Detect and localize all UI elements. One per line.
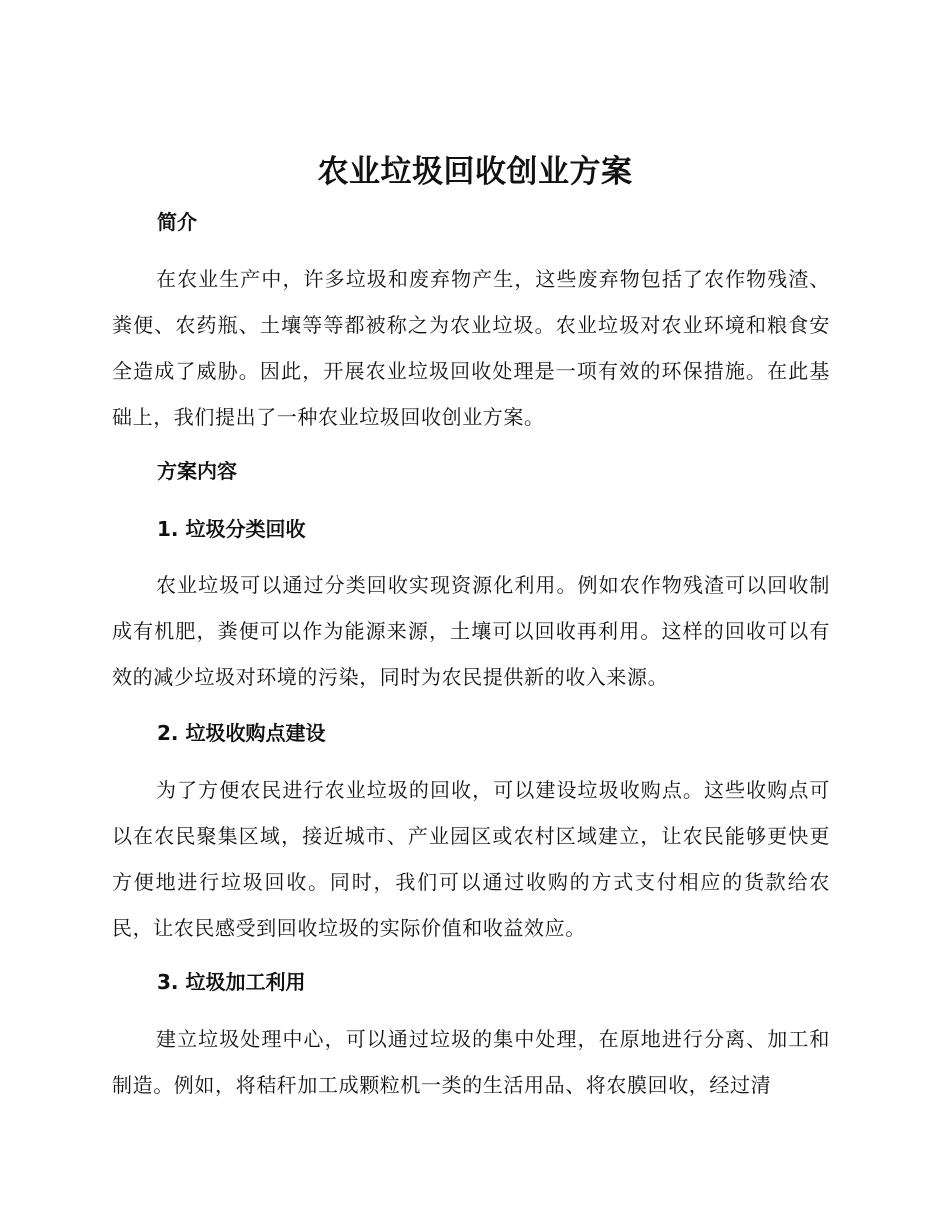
intro-paragraph: 在农业生产中，许多垃圾和废弃物产生，这些废弃物包括了农作物残渣、粪便、农药瓶、土壤等等都被称之为农业垃圾。农业垃圾对农业环境和粮食安全造成了威胁。因此，开展农业垃圾回收处理是一项有效的环保措施。在此基础上，我们提出了一种农业垃圾回收创业方案。 [112,267,830,429]
item2-paragraph: 为了方便农民进行农业垃圾的回收，可以建设垃圾收购点。这些收购点可以在农民聚集区域，接近城市、产业园区或农村区域建立，让农民能够更快更方便地进行垃圾回收。同时，我们可以通过收购的方式支付相应的货款给农民，让农民感受到回收垃圾的实际价值和收益效应。 [112,778,830,940]
item3-paragraph: 建立垃圾处理中心，可以通过垃圾的集中处理，在原地进行分离、加工和制造。例如，将秸秆加工成颗粒机一类的生活用品、将农膜回收，经过清 [112,1027,830,1097]
plan-heading: 方案内容 [157,459,237,483]
item1-heading: 1. 垃圾分类回收 [157,517,306,541]
item2-heading: 2. 垃圾收购点建设 [157,721,326,745]
item1-paragraph: 农业垃圾可以通过分类回收实现资源化利用。例如农作物残渣可以回收制成有机肥，粪便可以作为能源来源，土壤可以回收再利用。这样的回收可以有效的减少垃圾对环境的污染，同时为农民提供新的收入来源。 [112,573,830,689]
item3-heading: 3. 垃圾加工利用 [157,970,306,994]
document-title: 农业垃圾回收创业方案 [317,154,633,190]
intro-heading: 简介 [157,210,197,234]
